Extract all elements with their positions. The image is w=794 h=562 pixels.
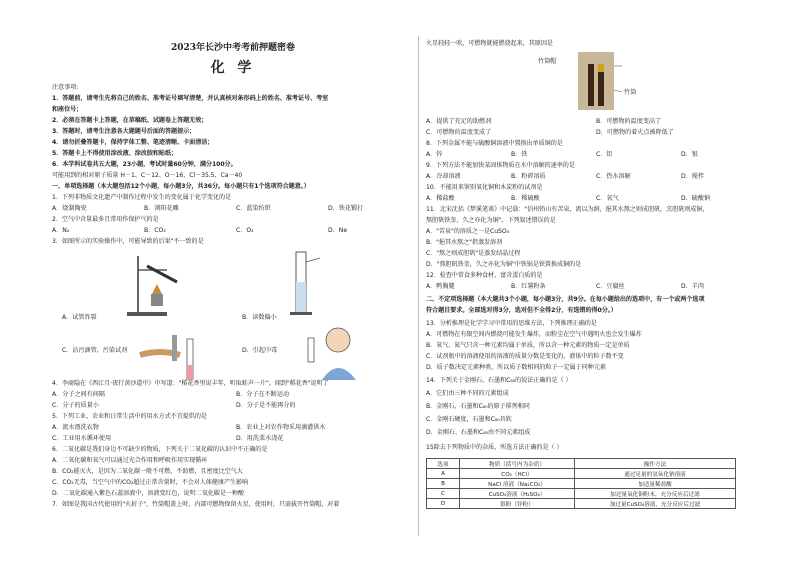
q3-option-d: D．引起中毒: [242, 347, 278, 354]
q11-option-c: C．"熬之则成胆矾"是蒸发结晶过程: [426, 250, 521, 257]
question-15: 15除去下列物质中的杂质，所选方法正确的是（ ）: [426, 444, 563, 451]
q1-option-d: D．铁花锻打: [328, 205, 364, 212]
q5-option-b: B．农业上对农作物采用滴灌供水: [236, 424, 326, 431]
note-line: 3．答题时，请考生注意各大题题号后面的答题提示；: [52, 128, 196, 135]
fire-starter-figure: [574, 50, 644, 114]
heating-apparatus-figure: [107, 248, 187, 318]
q5-option-d: D．用洗菜水浇花: [236, 435, 284, 442]
q7-option-a: A．提供了充足的助燃剂: [426, 118, 492, 125]
q6-option-a: A．二氧化碳和氧气可以通过光合作用和呼吸作用实现循环: [52, 457, 208, 464]
q9-option-a: A．冷却溶液: [426, 173, 461, 180]
table-header-cell: 操作方法: [575, 459, 736, 469]
note-line: 6．本学科试卷共五大题，23小题，考试时量60分钟，满分100分。: [52, 161, 237, 168]
table-cell: NaCl 溶液（Na₂CO₃）: [460, 479, 575, 489]
note-line: 5．答题卡上不得使用涂改液、涂改胶和贴纸；: [52, 150, 178, 157]
q12-option-a: A．鸭胸腿: [426, 283, 455, 290]
section-heading: 一、单项选择题（本大题包括12个小题，每小题3分，共36分。每小题只有1个选项符合题意。）: [52, 183, 310, 190]
question-10: 10．不能用来鉴别氧化铜和木炭粉的试剂是: [426, 184, 543, 191]
q1-option-b: B．浏阳花雕: [144, 205, 179, 212]
q10-option-b: B．稀硫酸: [511, 195, 540, 202]
table-header-row: [427, 459, 736, 469]
q7-option-d: D．可燃物的着火点被降低了: [596, 129, 674, 136]
q14-option-d: D．金刚石、石墨和C₆₀由不同元素组成: [426, 429, 531, 436]
column-divider: [418, 36, 419, 536]
table-cell: 加适量稀盐酸: [575, 479, 736, 489]
q9-option-c: C．热水溶解: [596, 173, 631, 180]
q14-option-b: B．金刚石、石墨和C₆₀的原子排列相同: [426, 403, 530, 410]
table-cell: 银粉（锌粉）: [460, 499, 575, 509]
graduated-cylinder-figure: [282, 248, 322, 318]
q3-option-c: C．沾污滴管，污染试剂: [62, 347, 128, 354]
q13-option-c: C．试剂瓶中的溶液使用的溶液的质量分数是变化的，液体中的粒子数不变: [426, 353, 624, 360]
q14-option-a: A．它们由三种不同的元素组成: [426, 390, 509, 397]
question-11: 11．北宋沈括《梦溪笔谈》中记载："信州铅山有苦泉，流以为涧，挹其水熬之则成胆矾，烹胆矾则成铜，: [426, 206, 709, 213]
q2-option-a: A．N₂: [52, 227, 70, 234]
table-cell: C: [427, 489, 460, 499]
q12-option-d: D．羊肉: [681, 283, 704, 290]
table-cell: 通过足量的氢氧化钠溶液: [575, 469, 736, 479]
subject-title: 化 学: [210, 60, 256, 76]
q6-option-d: D．二氧化碳通入紫色石蕊溶液中，溶液变红色，说明二氧化碳是一种酸: [52, 490, 244, 497]
table-header-cell: 物质（括号内为杂质）: [460, 459, 575, 469]
q3-option-a: A．试管炸裂: [62, 314, 97, 321]
q5-option-c: C．工业用水循环使用: [52, 435, 112, 442]
note-line: 2．必须在答题卡上答题，在草稿纸、试题卷上答题无效；: [52, 117, 208, 124]
q8-option-b: B．铁: [511, 151, 528, 158]
table-row: [427, 489, 736, 499]
q7-option-b: B．可燃物的温度变高了: [596, 118, 662, 125]
q10-option-c: C．氧气: [596, 195, 619, 202]
dropper-figure: [132, 325, 212, 385]
question-6: 6．二氧化碳是我们身边不可缺少的物质，下列关于二氧化碳的认识中不正确的是: [52, 446, 268, 453]
q12-option-b: B．红薯粉条: [511, 283, 546, 290]
q3-option-b: B．读数偏小: [242, 314, 277, 321]
q13-option-b: B．氧气、氮气只含一种元素均属于单质，所以含一种元素的物质一定是单质: [426, 342, 630, 349]
q2-option-c: C．O₂: [236, 227, 254, 234]
table-cell: D: [427, 499, 460, 509]
q13-option-a: A．可燃物在有限空间内燃烧可能发生爆炸，而粉尘在空气中遇明火也会发生爆炸: [426, 331, 642, 338]
question-9: 9．下列方法不能加快某固体物质在水中溶解的速率的是: [426, 162, 575, 169]
separation-table: [426, 458, 736, 509]
section-2-heading: 二、不定项选择题（本大题共3个小题，每小题3分，共9分。在每小题给出的选项中，有一个或两个选项: [426, 296, 705, 303]
table-cell: CO₂（HCl）: [460, 469, 575, 479]
q5-option-a: A．流水漂洗衣物: [52, 424, 99, 431]
question-5: 5．下列工业、农业和日常生活中的用水方式不宜提倡的是: [52, 413, 207, 420]
question-7: 7．如图是我国古代使用的"火折子"，竹筒帽盖上时，内部可燃物保留火星，使用时，只需拔开竹筒帽，对着: [52, 501, 340, 508]
q11-option-d: D．"熬胆矾铁釜，久之亦化为铜"中铁锅是铁置换成铜的是: [426, 261, 582, 268]
table-cell: 加过量氧化铜粉末，充分反应后过滤: [575, 489, 736, 499]
smelling-figure: [302, 322, 362, 382]
question-4: 4．李商隐在《西江月·夜行黄沙道中》中写道："稻花香里说丰年，听取蛙声一片"。闻到"稻花香"说明了: [52, 380, 329, 387]
atomic-mass-line: 可能用到的相对原子质量 H－1、C－12、O－16、Cl－35.5、Ca－40: [52, 172, 243, 179]
q9-option-d: D．搅拌: [681, 173, 704, 180]
section-2-heading-cont: 符合题目要求。全部选对得3分，选对但不全得2分，有选错的得0分。）: [426, 307, 617, 314]
q6-option-b: B．CO₂能灭火，是因为二氧化碳一般不可燃，不助燃，且密度比空气大: [52, 468, 243, 475]
q1-option-a: A．烧制陶瓷: [52, 205, 87, 212]
q4-option-a: A．分子之间有间隔: [52, 391, 105, 398]
note-line: 4．请勿折叠答题卡，保持字体工整、笔迹清晰、卡面清洁；: [52, 139, 214, 146]
table-header-cell: 选项: [427, 459, 460, 469]
q4-option-d: D．分子是不能再分的: [236, 402, 296, 409]
question-3: 3．如图所示的实验操作中，可能导致的后果"不一致的是: [52, 238, 204, 245]
q2-option-b: B．CO₂: [144, 227, 166, 234]
table-cell: CuSO₄溶液（H₂SO₄）: [460, 489, 575, 499]
q12-option-c: C．豆腐丝: [596, 283, 625, 290]
q8-option-c: C．铝: [596, 151, 613, 158]
question-14: 14．下列关于金刚石、石墨和C₆₀的说法正确的是（ ）: [426, 377, 572, 384]
q14-option-c: C．金刚石硬度，石墨和C₆₀具软: [426, 416, 512, 423]
q7-option-c: C．可燃物的温度变成了: [426, 129, 492, 136]
table-row: [427, 479, 736, 489]
label-tube: 竹筒: [624, 89, 637, 96]
table-row: [427, 469, 736, 479]
label-tube-cap: 竹筒帽: [538, 58, 557, 65]
q6-option-c: C．CO₂无毒，当空气中的CO₂超过正常含量时，不会对人体健康产生影响: [52, 479, 249, 486]
q2-option-d: D．Ne: [328, 227, 348, 234]
question-12: 12．检查中常食多种食材，富含蛋白质的是: [426, 272, 543, 279]
q10-option-d: D．硫酸钠: [681, 195, 711, 202]
q9-option-b: B．粉碎溶质: [511, 173, 546, 180]
question-11-cont: 熬胆矾铁釜，久之亦化为铜"。下列叙述错误的是: [426, 217, 556, 224]
q8-option-a: A．锌: [426, 151, 443, 158]
q13-option-d: D．质子数决定元素种类，所以质子数相同的粒子一定属于同种元素: [426, 364, 606, 371]
question-13: 13．分析推理是化学学习中常用的思维方法，下列推理正确的是: [426, 320, 597, 327]
table-row: [427, 499, 736, 509]
q1-option-c: C．蓝染纺织: [236, 205, 271, 212]
notes-heading: 注意事项:: [52, 84, 79, 91]
note-line: 1．答题前，请考生先将自己的姓名、准考证号填写清楚，并认真核对条形码上的姓名、准考证号、考室: [52, 95, 329, 102]
table-cell: A: [427, 469, 460, 479]
q11-option-a: A．"苦泉"的溶质之一是CuSO₄: [426, 228, 509, 235]
note-line: 和座位号；: [52, 106, 83, 113]
q10-option-a: A．稀盐酸: [426, 195, 455, 202]
q4-option-b: B．分子在不断运动: [236, 391, 289, 398]
q11-option-b: B．"挹其水熬之"指蒸发溶剂: [426, 239, 503, 246]
question-2: 2．空气中含量最多且常用作保护气的是: [52, 216, 159, 223]
table-cell: B: [427, 479, 460, 489]
q4-option-c: C．分子的质量小: [52, 402, 99, 409]
q7-continued: 火星轻轻一吹，可燃物就能燃烧起来，其原因是: [426, 40, 553, 47]
question-1: 1．下列非物质文化遗产中制作过程中发生的变化属于化学变化的是: [52, 194, 232, 201]
table-cell: 加过量CuSO₄溶液，充分反应后过滤: [575, 499, 736, 509]
q8-option-d: D．银: [681, 151, 698, 158]
exam-title: 2023年长沙中考考前押题密卷: [170, 43, 296, 53]
question-8: 8．下列金属不能与硫酸铜溶液中置换出单质铜的是: [426, 140, 563, 147]
